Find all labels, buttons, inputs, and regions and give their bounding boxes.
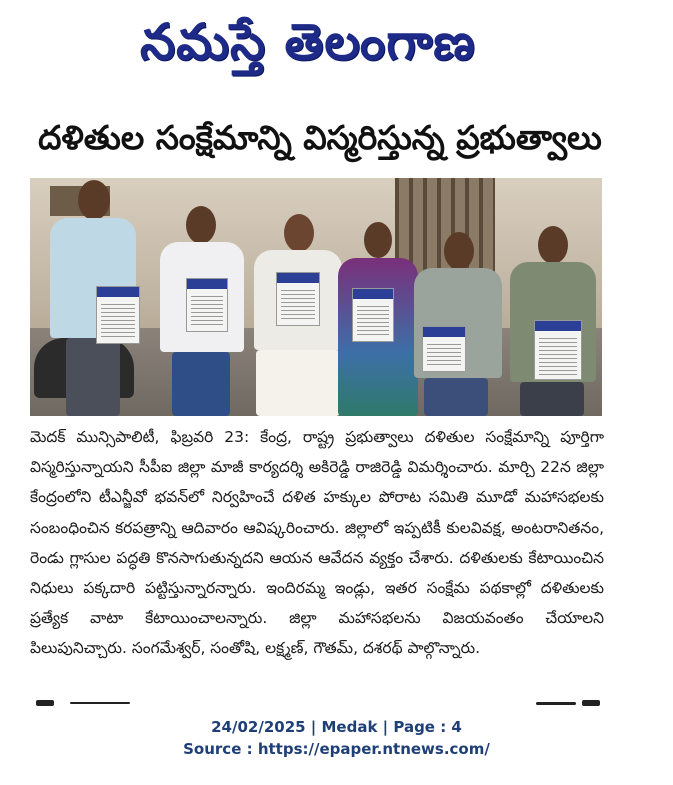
masthead — [0, 0, 673, 86]
article-body: మెదక్ మున్సిపాలిటీ, ఫిబ్రవరి 23: కేంద్ర, రాష్ట్ర ప్రభుత్వాలు దళితుల సంక్షేమాన్ని పూర్తిగా విస్మరిస్తున్నాయని సీపీఐ జిల్లా మాజీ కార్యదర్శి అకిరెడ్డి రాజిరెడ్డి విమర్శించారు. మార్చి 22న జిల్లా కేంద్రంలోని టీఎన్జీవో భవన్‌లో నిర్వహించే దళిత హక్కుల పోరాట సమితి మూడో మహాసభలకు సంబంధించిన కరపత్రాన్ని ఆదివారం ఆవిష్కరించారు. జిల్లాలో ఇప్పటికీ కులవివక్ష, అంటరానితనం, రెండు గ్లాసుల పద్ధతి కొనసాగుతున్నదని ఆయన ఆవేదన వ్యక్తం చేశారు. దళితులకు కేటాయించిన నిధులు పక్కదారి పట్టిస్తున్నారన్నారు. ఇందిరమ్మ ఇండ్లు, ఇతర సంక్షేమ పథకాల్లో దళితులకు ప్రత్యేక వాటా కేటాయించాలన్నారు. జిల్లా మహాసభలను విజయవంతం చేయాలని పిలుపునిచ్చారు. సంగమేశ్వర్, సంతోషి, లక్ష్మణ్, గౌతమ్, దశరథ్ పాల్గొన్నారు. — [30, 428, 604, 658]
footer — [0, 716, 673, 760]
photo-person — [42, 178, 142, 416]
footer-date-line: 24/02/2025 | Medak | Page : 4 — [211, 718, 462, 736]
footer-source-line: Source : https://epaper.ntnews.com/ — [183, 740, 490, 758]
article-headline: దళితుల సంక్షేమాన్ని విస్మరిస్తున్న ప్రభుత్వాలు — [38, 118, 602, 157]
article-photo — [30, 178, 602, 416]
photo-person — [504, 178, 602, 416]
next-article-strip — [30, 698, 604, 708]
newspaper-logo: నమస్తే తెలంగాణ — [140, 13, 476, 71]
photo-person — [154, 178, 250, 416]
news-clipping — [30, 108, 610, 708]
photo-person — [408, 178, 508, 416]
